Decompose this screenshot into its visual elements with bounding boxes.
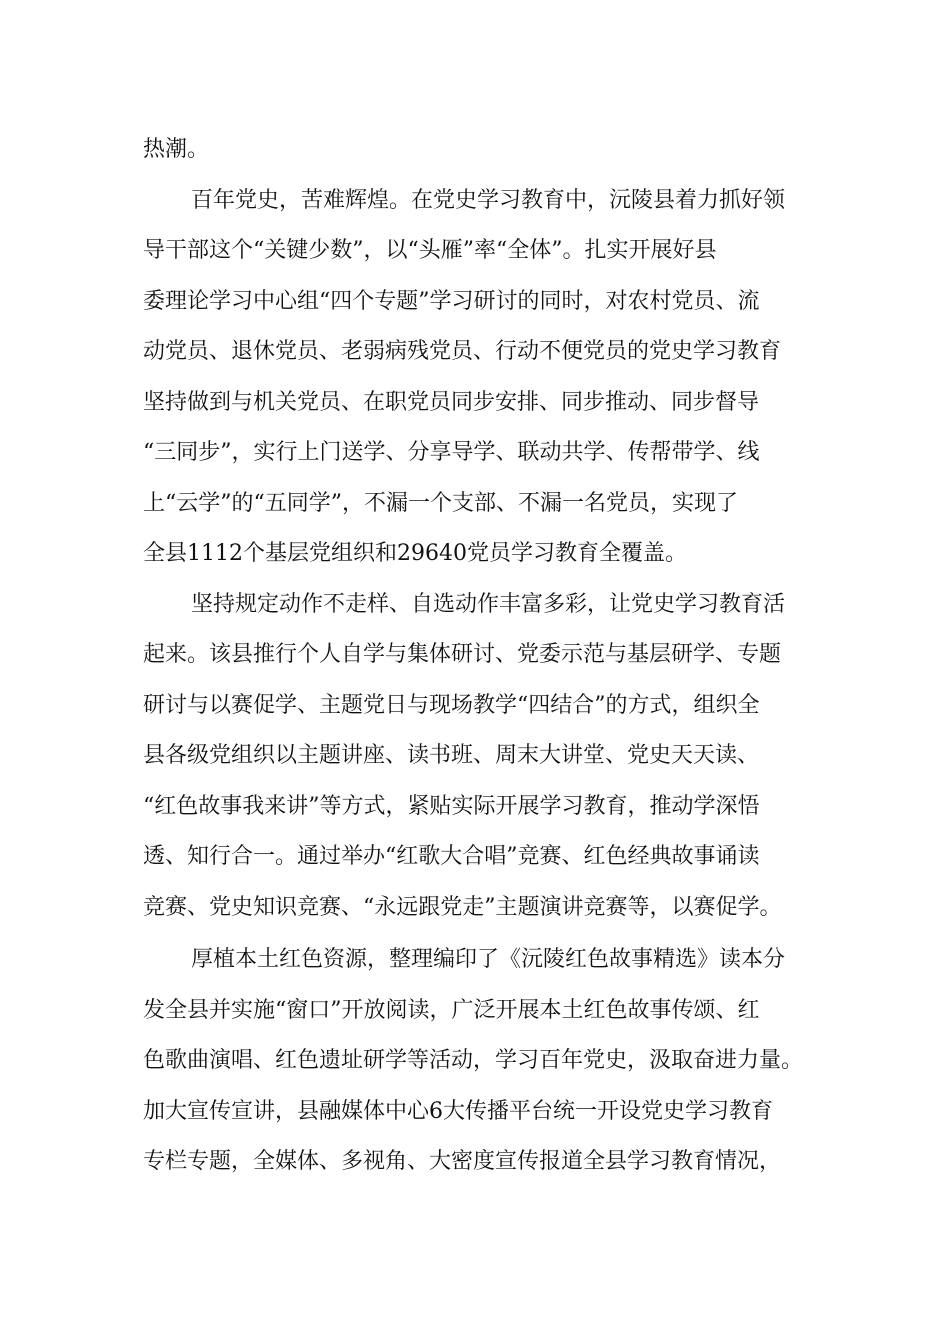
paragraph-1-line-5: 坚持做到与机关党员、在职党员同步安排、同步推动、同步督导 <box>143 389 760 415</box>
paragraph-1-line-3: 委理论学习中心组“四个专题”学习研讨的同时，对农村党员、流 <box>143 288 760 314</box>
paragraph-2-line-1: 坚持规定动作不走样、自选动作丰富多彩，让党史学习教育活 <box>191 591 786 617</box>
text-block-lower <box>143 935 833 1188</box>
paragraph-2-line-7: 竞赛、党史知识竞赛、“永远跟党走”主题演讲竞赛等，以赛促学。 <box>143 894 782 920</box>
paragraph-1-line-6: “三同步”，实行上门送学、分享导学、联动共学、传帮带学、线 <box>143 440 760 465</box>
paragraph-1-line-4: 动党员、退休党员、老弱病残党员、行动不便党员的党史学习教育 <box>143 339 782 364</box>
paragraph-2-line-5: “红色故事我来讲”等方式，紧贴实际开展学习教育，推动学深悟 <box>143 793 760 819</box>
paragraph-3-line-2: 发全县并实施“窗口”开放阅读，广泛开展本土红色故事传颂、红 <box>143 997 760 1023</box>
paragraph-2-line-2: 起来。该县推行个人自学与集体研讨、党委示范与基层研学、专题 <box>143 642 782 667</box>
paragraph-2-line-4: 县各级党组织以主题讲座、读书班、周末大讲堂、党史天天读、 <box>143 743 760 768</box>
paragraph-1-line-8: 全县1112个基层党组织和29640党员学习教育全覆盖。 <box>143 541 687 566</box>
text-block-upper <box>143 125 833 933</box>
paragraph-1-line-2: 导干部这个“关键少数”，以“头雁”率“全体”。扎实开展好县 <box>143 238 717 263</box>
paragraph-continuation-line: 热潮。 <box>143 137 210 162</box>
paragraph-3-line-1: 厚植本土红色资源，整理编印了《沅陵红色故事精选》读本分 <box>191 947 786 972</box>
paragraph-3-line-4: 加大宣传宣讲，县融媒体中心6大传播平台统一开设党史学习教育 <box>143 1098 773 1124</box>
paragraph-2-line-6: 透、知行合一。通过举办“红歌大合唱”竞赛、红色经典故事诵读 <box>143 844 760 869</box>
paragraph-3-line-3: 色歌曲演唱、红色遗址研学等活动，学习百年党史，汲取奋进力量。 <box>143 1048 804 1073</box>
paragraph-1-line-7: 上“云学”的“五同学”，不漏一个支部、不漏一名党员，实现了 <box>143 490 738 516</box>
paragraph-3-line-5: 专栏专题，全媒体、多视角、大密度宣传报道全县学习教育情况， <box>143 1149 782 1174</box>
paragraph-1-line-1: 百年党史，苦难辉煌。在党史学习教育中，沅陵县着力抓好领 <box>191 187 786 213</box>
paragraph-2-line-3: 研讨与以赛促学、主题党日与现场教学“四结合”的方式，组织全 <box>143 692 760 718</box>
